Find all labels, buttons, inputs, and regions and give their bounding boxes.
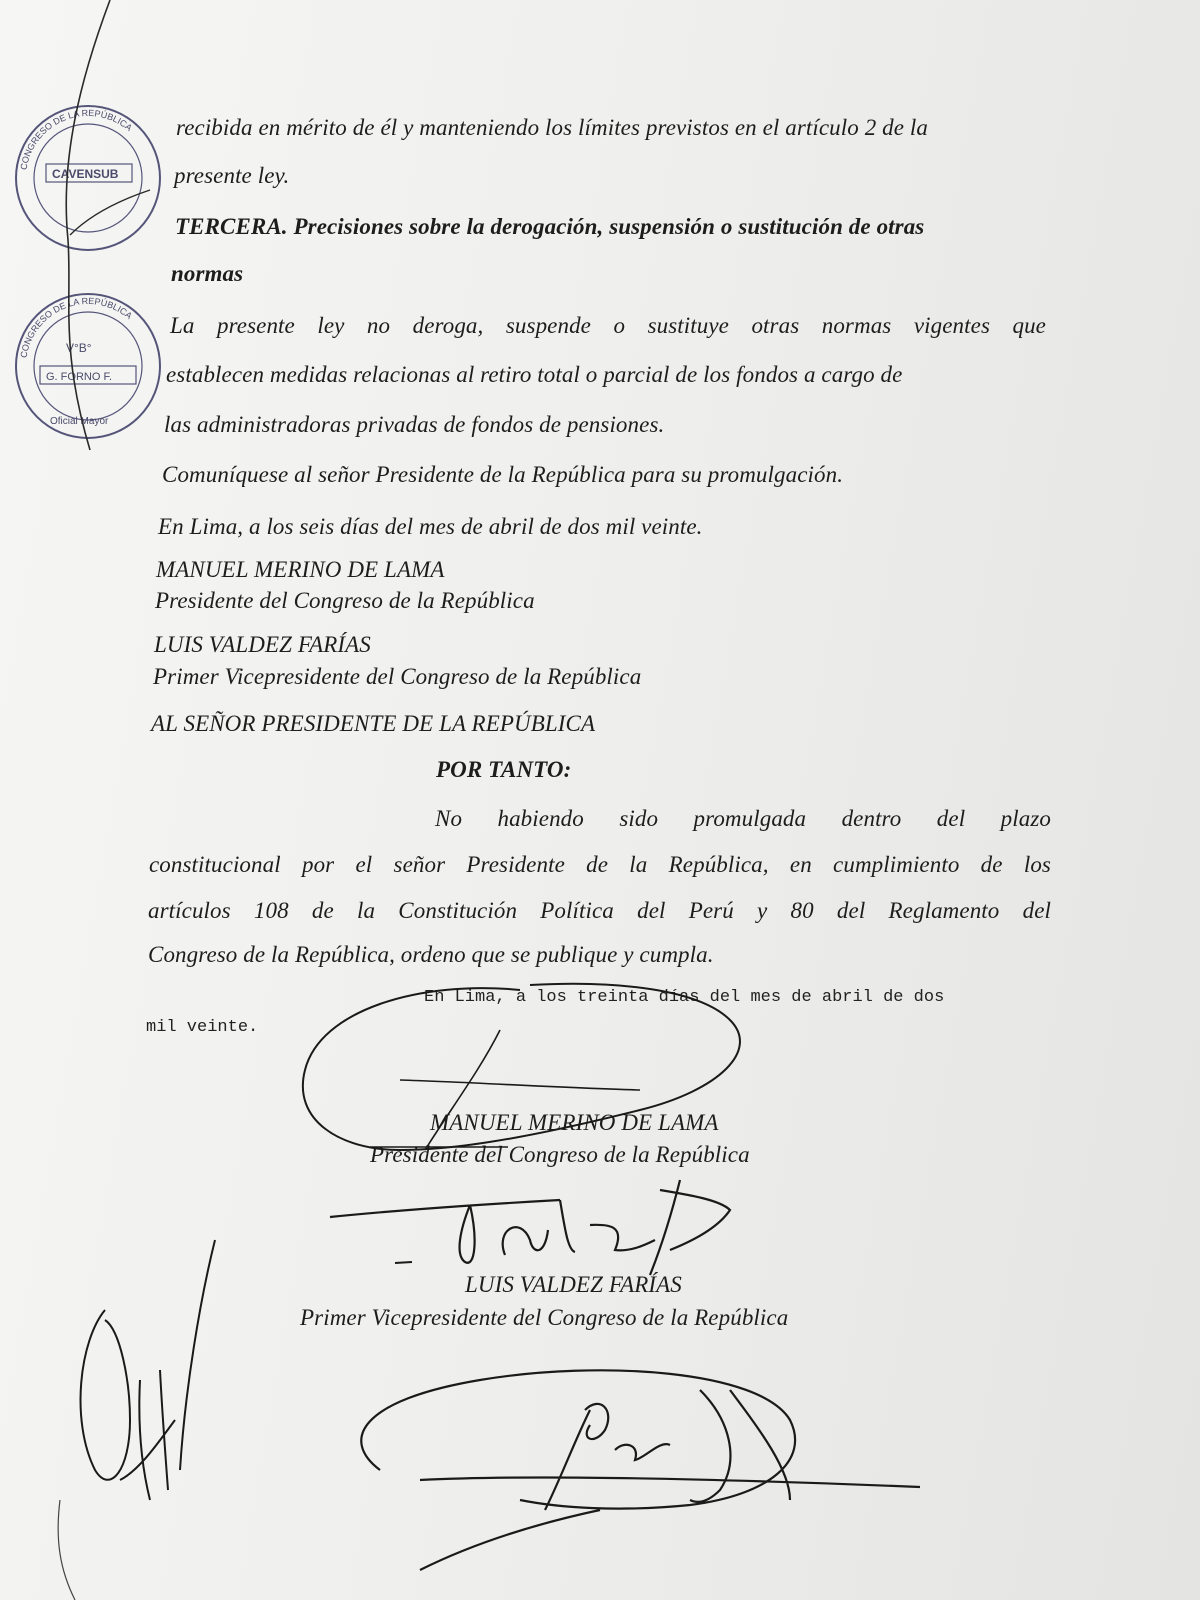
signatory-name: MANUEL MERINO DE LAMA: [156, 557, 445, 582]
seal-inner-top: V°B°: [66, 341, 92, 355]
paragraph-line: La presente ley no deroga, suspende o sustituye otras normas vigentes que: [170, 313, 1046, 338]
seal-stamp-2: [16, 294, 160, 438]
seal-stamp-1: [16, 106, 160, 250]
seal-inner-text: CAVENSUB: [52, 167, 119, 181]
signatory-name: LUIS VALDEZ FARÍAS: [465, 1272, 682, 1297]
date-line: En Lima, a los seis días del mes de abril de dos mil veinte.: [158, 514, 703, 539]
section-heading: TERCERA. Precisiones sobre la derogación, suspensión o sustitución de otras: [175, 214, 925, 239]
signature-bottom: [361, 1370, 920, 1570]
signatory-name: MANUEL MERINO DE LAMA: [430, 1110, 719, 1135]
promulgation-line: Congreso de la República, ordeno que se publique y cumpla.: [148, 942, 714, 967]
por-tanto-heading: POR TANTO:: [436, 757, 572, 782]
seal-ring-text: CONGRESO DE LA REPÚBLICA: [18, 107, 135, 171]
promulgation-line: artículos 108 de la Constitución Política del Perú y 80 del Reglamento del: [148, 898, 1051, 923]
signature-left-margin: [81, 1240, 215, 1500]
signatory-title: Presidente del Congreso de la República: [370, 1142, 750, 1167]
signatory-title: Primer Vicepresidente del Congreso de la República: [153, 664, 642, 689]
signatory-title: Presidente del Congreso de la República: [155, 588, 535, 613]
promulgation-line: No habiendo sido promulgada dentro del plazo: [435, 806, 1051, 831]
section-heading: normas: [171, 261, 244, 286]
addressee: AL SEÑOR PRESIDENTE DE LA REPÚBLICA: [151, 711, 596, 736]
paragraph-line: las administradoras privadas de fondos de pensiones.: [164, 412, 665, 437]
paragraph-line: establecen medidas relacionas al retiro total o parcial de los fondos a cargo de: [166, 362, 903, 387]
paragraph-line: recibida en mérito de él y manteniendo los límites previstos en el artículo 2 de la: [176, 115, 929, 140]
signatory-title: Primer Vicepresidente del Congreso de la República: [300, 1305, 789, 1330]
seal-inner-text: G. FORNO F.: [46, 371, 112, 383]
promulgation-line: constitucional por el señor Presidente de la República, en cumplimiento de los: [149, 852, 1051, 877]
date-line-typed: En Lima, a los treinta días del mes de abril de dos: [424, 988, 945, 1007]
signature-valdez: [330, 1180, 730, 1275]
date-line-typed: mil veinte.: [146, 1018, 259, 1037]
communication-line: Comuníquese al señor Presidente de la República para su promulgación.: [162, 462, 844, 487]
signatory-name: LUIS VALDEZ FARÍAS: [154, 632, 371, 657]
margin-signature-stroke: [66, 0, 110, 450]
paragraph-line: presente ley.: [174, 163, 290, 188]
seal-ring-text: CONGRESO DE LA REPÚBLICA: [18, 295, 135, 359]
seal-inner-bottom: Oficial Mayor: [50, 416, 109, 427]
